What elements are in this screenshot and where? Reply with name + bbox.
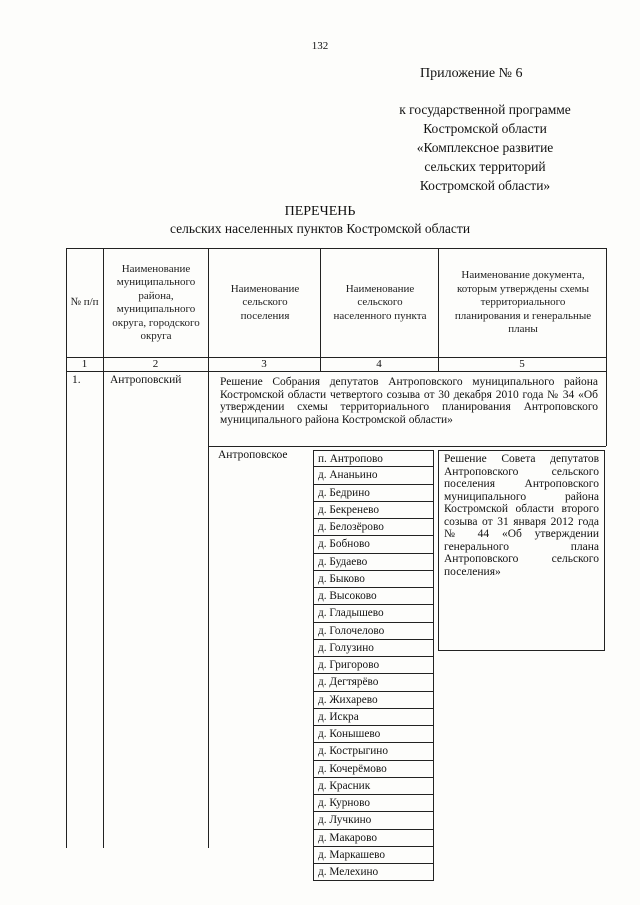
district-name: Антроповский — [110, 374, 182, 386]
settlement-decision-left — [438, 450, 439, 650]
approval-note — [370, 100, 600, 195]
settlement-decision-top — [438, 450, 605, 451]
header-document: Наименование документа, которым утверждены схемы территориального планирования и генеральные планы — [454, 269, 592, 336]
list-item: д. Кочерёмово — [313, 761, 434, 778]
col-divider-2 — [208, 248, 209, 848]
list-item: д. Бобново — [313, 536, 434, 553]
column-number: 5 — [519, 358, 525, 370]
col-divider-1 — [103, 248, 104, 848]
list-item: д. Кострыгино — [313, 743, 434, 760]
list-item: д. Бедрино — [313, 485, 434, 502]
list-item: д. Григорово — [313, 657, 434, 674]
document-title: ПЕРЕЧЕНЬ — [284, 204, 356, 219]
list-item: д. Бекренево — [313, 502, 434, 519]
approval-line: Костромской области» — [419, 178, 551, 193]
header-number: № п/п — [70, 296, 99, 309]
settlement-decision-right — [604, 450, 605, 650]
list-item: д. Искра — [313, 709, 434, 726]
list-item: д. Будаево — [313, 554, 434, 571]
list-item: д. Белозёрово — [313, 519, 434, 536]
page-number: 132 — [311, 40, 329, 52]
column-number: 1 — [81, 358, 88, 370]
col-divider-4 — [438, 248, 439, 371]
header-locality: Наименование сельского населенного пункта — [333, 282, 427, 322]
approval-line: Костромской области — [423, 121, 547, 136]
list-item: д. Лучкино — [313, 812, 434, 829]
column-number: 4 — [376, 358, 382, 370]
column-number: 3 — [261, 358, 267, 370]
approval-line: к государственной программе — [399, 102, 571, 117]
list-item: д. Красник — [313, 778, 434, 795]
list-item: д. Высоково — [313, 588, 434, 605]
list-item: д. Голузино — [313, 640, 434, 657]
row-number: 1. — [72, 374, 81, 386]
list-item: д. Маркашево — [313, 847, 434, 864]
table-border-right — [606, 248, 607, 446]
col-divider-3 — [320, 248, 321, 371]
district-decision-divider — [208, 446, 606, 447]
list-item: д. Голочелово — [313, 623, 434, 640]
approval-line: «Комплексное развитие — [416, 140, 554, 155]
list-item: п. Антропово — [313, 450, 434, 467]
document-subtitle: сельских населенных пунктов Костромской области — [169, 221, 471, 236]
list-item: д. Конышево — [313, 726, 434, 743]
settlement-name: Антроповское — [218, 449, 288, 461]
locality-list — [313, 450, 434, 881]
list-item: д. Жихарево — [313, 692, 434, 709]
list-item: д. Дегтярёво — [313, 674, 434, 691]
list-item: д. Ананьино — [313, 467, 434, 484]
settlement-decision: Решение Совета депутатов Антроповского сельского поселения Антроповского муниципального района Костромской области второго созыва от 31 января 2012 года № 44 «Об утверждении генерального плана Антроповского сельского поселения» — [444, 453, 599, 578]
list-item: д. Макарово — [313, 830, 434, 847]
table-border-top — [66, 248, 606, 249]
header-settlement: Наименование сельского поселения — [230, 282, 300, 322]
list-item: д. Гладышево — [313, 605, 434, 622]
district-decision: Решение Собрания депутатов Антроповского муниципального района Костромской области четвертого созыва от 30 декабря 2010 года № 34 «Об утверждении схемы территориального планирования Антроповского муниципального района Костромской области» — [220, 376, 598, 426]
appendix-title: Приложение № 6 — [420, 66, 523, 81]
list-item: д. Быково — [313, 571, 434, 588]
column-number: 2 — [152, 358, 159, 370]
settlement-decision-bottom — [438, 650, 605, 651]
header-district: Наименование муниципального района, муниципального округа, городского округа — [112, 262, 200, 342]
number-row-divider — [66, 371, 606, 372]
approval-line: сельских территорий — [424, 159, 546, 174]
list-item: д. Мелехино — [313, 864, 434, 881]
list-item: д. Курново — [313, 795, 434, 812]
